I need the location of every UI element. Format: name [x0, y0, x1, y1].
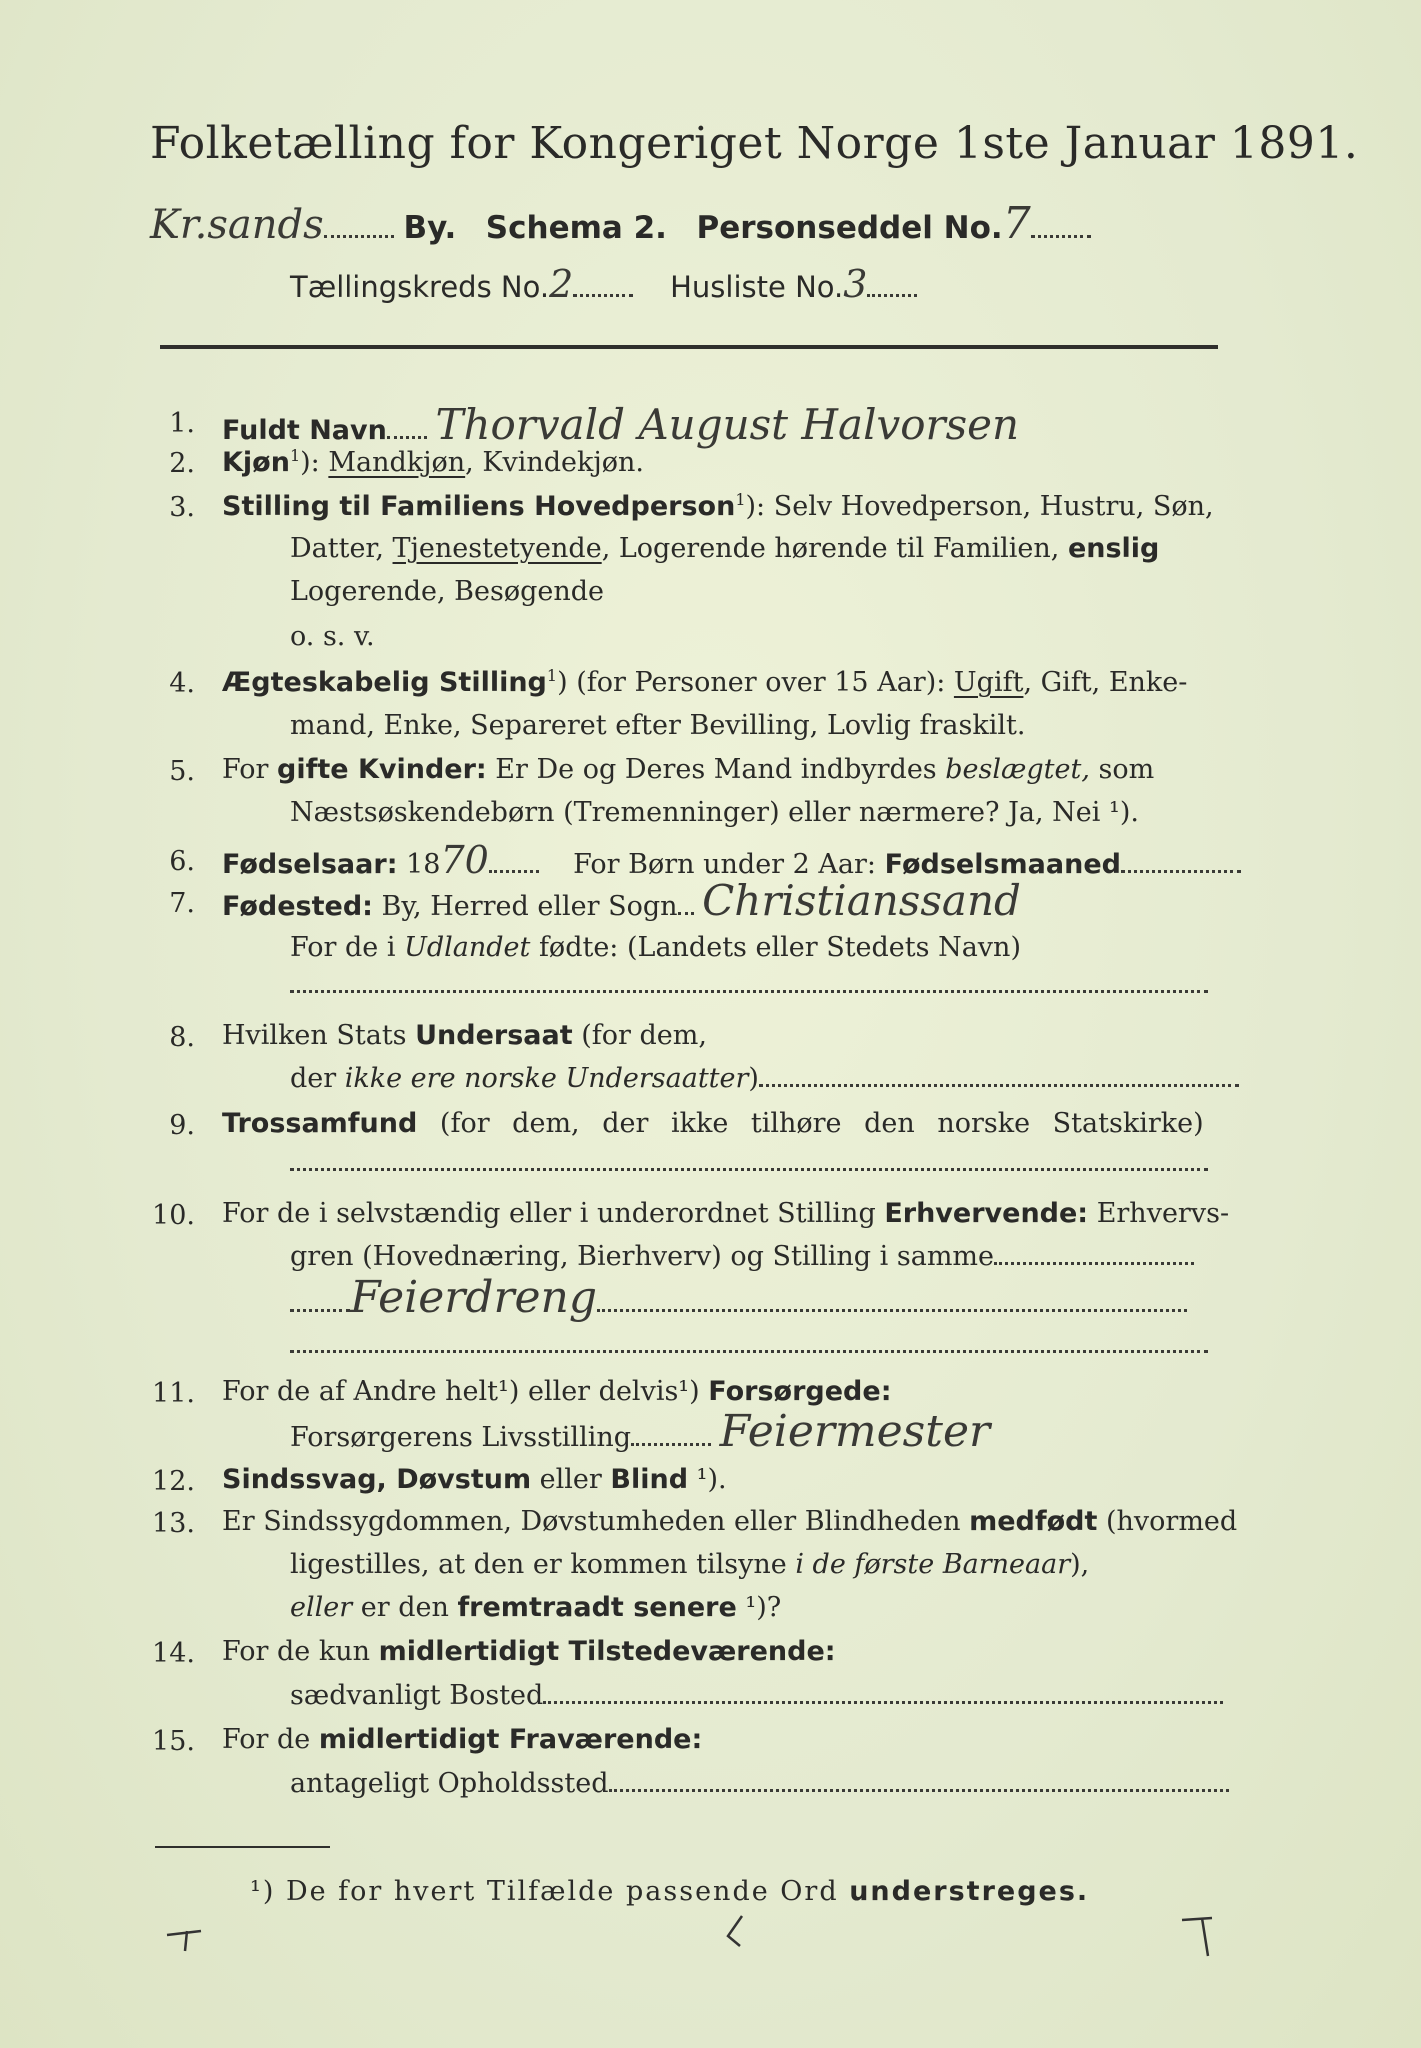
dotted-line [609, 1785, 1229, 1792]
family-position-options-2: , Logerende hørende til Familien, [601, 533, 1068, 564]
birth-month-label: Fødselsmaaned [884, 849, 1121, 880]
husliste-label: Husliste No. [670, 270, 844, 304]
abroad-prefix: For de i [290, 932, 405, 963]
married-women-som: som [1089, 754, 1155, 785]
field-14-line-1 [222, 1636, 836, 1667]
citizenship-prefix: Hvilken Stats [222, 1020, 416, 1051]
field-10-line-1 [222, 1198, 1229, 1229]
married-women-prefix: For [222, 754, 278, 785]
field-5-line-2: Næstsøskendebørn (Tremenninger) eller nærmere? Ja, Nei ¹). [290, 797, 1139, 828]
form-title: Folketælling for Kongeriget Norge 1ste Januar 1891. [150, 118, 1359, 169]
birth-year-value: 70 [440, 838, 489, 882]
field-11-number: 11. [152, 1378, 195, 1409]
temporary-absent-prefix: For de [222, 1724, 319, 1755]
disability-or: eller [531, 1464, 611, 1495]
provider-occupation-label: Forsørgerens Livsstilling [290, 1422, 632, 1453]
field-8-number: 8. [169, 1022, 195, 1053]
field-3-number: 3. [169, 492, 195, 523]
sex-colon: ): [300, 447, 329, 478]
dotted-line [543, 1697, 1223, 1704]
disability-label: Sindssvag, Døvstum [222, 1464, 532, 1495]
dotted-line [290, 1168, 1208, 1171]
married-women-label: gifte Kvinder: [277, 754, 487, 785]
occupation-prefix: For de i selvstændig eller i underordnet Stilling [222, 1198, 885, 1229]
footnote-emphasis: understreges. [849, 1876, 1090, 1907]
sex-option-male: Mandkjøn [328, 447, 466, 478]
field-4-line-2: mand, Enke, Separeret efter Bevilling, Lovlig fraskilt. [290, 710, 1026, 741]
married-women-related: beslægtet, [945, 754, 1090, 785]
field-10-value-line [290, 1272, 1187, 1323]
field-15-line-1 [222, 1724, 702, 1755]
field-11-line-2 [290, 1406, 990, 1457]
congenital-question: Er Sindssygdommen, Døvstumheden eller Blindheden [222, 1506, 970, 1537]
field-14-line-2 [290, 1680, 1223, 1711]
field-2-sex [222, 446, 644, 478]
dotted-line [1121, 866, 1241, 873]
birth-month-note: For Børn under 2 Aar: [573, 849, 885, 880]
footnote-text: De for hvert Tilfælde passende Ord [275, 1876, 850, 1907]
birthplace-label: Fødested: [222, 891, 373, 922]
footnote-ref: 1 [546, 666, 558, 685]
childhood-years: i de første Barneaar [795, 1549, 1071, 1580]
field-8-line-2 [290, 1063, 1239, 1094]
or-word: eller [290, 1592, 353, 1623]
marital-status-note: ) (for Personer over 15 Aar): [557, 667, 954, 698]
family-position-option-daughter: Datter, [290, 533, 393, 564]
sex-options-rest: , Kvindekjøn. [465, 447, 644, 478]
religion-label: Trossamfund [222, 1108, 418, 1139]
field-12-disability [222, 1464, 727, 1495]
dotted-line [324, 231, 394, 238]
family-position-options-1: ): Selv Hovedperson, Hustru, Søn, [745, 491, 1214, 522]
dotted-line [489, 866, 539, 873]
field-7-line-2 [290, 932, 1021, 963]
probable-residence-label: antageligt Opholdssted [290, 1768, 609, 1799]
abroad-note: fødte: (Landets eller Stedets Navn) [530, 932, 1021, 963]
registration-mark [165, 1925, 205, 1955]
footnote-mark: ¹) [250, 1876, 276, 1907]
field-5-line-1 [222, 754, 1154, 785]
husliste-number: 3 [843, 262, 868, 306]
full-name-value: Thorvald August Halvorsen [435, 400, 1020, 449]
field-5-number: 5. [169, 756, 195, 787]
birthplace-value: Christianssand [702, 876, 1021, 925]
personseddel-number: 7 [1002, 198, 1031, 249]
birth-year-label: Fødselsaar: [222, 849, 398, 880]
schema-label: Schema 2. [485, 210, 667, 246]
occupation-branch-note: gren (Hovednæring, Bierhverv) og Stilling i samme [290, 1241, 995, 1272]
field-13-number: 13. [152, 1508, 195, 1539]
congenital-line-2: ligestilles, at den er kommen tilsyne [290, 1549, 796, 1580]
usual-residence-label: sædvanligt Bosted [290, 1680, 544, 1711]
field-6-number: 6. [169, 846, 195, 877]
field-2-number: 2. [169, 448, 195, 479]
taellingskreds-line [290, 262, 917, 306]
field-1-number: 1. [169, 408, 195, 439]
family-position-label: Stilling til Familiens Hovedperson [222, 491, 736, 522]
birth-year-prefix: 18 [397, 849, 441, 880]
abroad-label: Udlandet [404, 932, 531, 963]
dotted-line [994, 1258, 1194, 1265]
registration-mark [1178, 1912, 1218, 1962]
registration-mark [720, 1912, 750, 1952]
field-3-line-1 [222, 490, 1214, 522]
field-8-line-1 [222, 1020, 707, 1051]
city-line [150, 198, 1091, 249]
marital-status-option-unmarried: Ugift [953, 667, 1024, 698]
temporary-present-label: midlertidigt Tilstedeværende: [378, 1636, 836, 1667]
citizenship-note: (for dem, [572, 1020, 707, 1051]
footnote-rule [155, 1846, 330, 1848]
occupation-note: Erhvervs- [1088, 1198, 1230, 1229]
family-position-option-single: enslig [1067, 533, 1160, 564]
field-10-number: 10. [152, 1200, 195, 1231]
field-9-number: 9. [169, 1110, 195, 1141]
marital-status-label: Ægteskabelig Stilling [222, 667, 547, 698]
dotted-line [290, 1350, 1208, 1353]
dotted-line [290, 1305, 350, 1312]
city-handwritten: Kr.sands [150, 202, 324, 248]
personseddel-label: Personseddel No. [696, 210, 1003, 246]
footnote-ref: 1 [289, 446, 301, 465]
later-prefix: er den [352, 1592, 458, 1623]
by-label: By. [403, 210, 457, 246]
field-15-line-2 [290, 1768, 1229, 1799]
marital-status-options-1: , Gift, Enke- [1023, 667, 1188, 698]
dotted-line [678, 908, 694, 915]
temporary-absent-label: midlertidigt Fraværende: [318, 1724, 703, 1755]
provider-occupation-value: Feiermester [719, 1406, 991, 1457]
birthplace-note: By, Herred eller Sogn [372, 891, 678, 922]
field-3-line-3: Logerende, Besøgende [290, 576, 604, 607]
appeared-later-note: ¹)? [736, 1592, 782, 1623]
temporary-present-prefix: For de kun [222, 1636, 379, 1667]
appeared-later-label: fremtraadt senere [457, 1592, 737, 1623]
non-citizen-prefix: der [290, 1063, 345, 1094]
dependents-prefix: For de af Andre helt¹) eller delvis¹) [222, 1376, 709, 1407]
field-3-line-2 [290, 533, 1159, 564]
full-name-label: Fuldt Navn [222, 415, 387, 446]
congenital-note: (hvormed [1097, 1506, 1238, 1537]
dotted-line [1031, 231, 1091, 238]
dotted-line [867, 290, 917, 297]
footnote [250, 1876, 1089, 1907]
field-14-number: 14. [152, 1638, 195, 1669]
field-13-line-2 [290, 1549, 1089, 1580]
taellingskreds-label: Tællingskreds No. [290, 270, 550, 304]
dotted-line [631, 1439, 711, 1446]
field-9-religion [222, 1108, 1204, 1139]
field-7-line-1 [222, 876, 1021, 925]
header-rule [160, 345, 1218, 349]
taellingskreds-number: 2 [549, 262, 574, 306]
dotted-line [387, 432, 427, 439]
field-11-line-1 [222, 1376, 892, 1407]
footnote-ref: 1 [735, 490, 746, 509]
dependents-label: Forsørgede: [708, 1376, 892, 1407]
dotted-line [759, 1080, 1239, 1087]
disability-note: ¹). [688, 1464, 727, 1495]
field-13-line-3 [290, 1592, 781, 1623]
citizenship-label: Undersaat [415, 1020, 573, 1051]
dotted-line [290, 990, 1208, 993]
family-position-option-servant: Tjenestetyende [392, 533, 602, 564]
occupation-label: Erhvervende: [884, 1198, 1089, 1229]
field-4-line-1 [222, 666, 1187, 698]
sex-label: Kjøn [222, 447, 290, 478]
field-1-full-name [222, 400, 1019, 449]
field-3-line-4: o. s. v. [290, 621, 375, 652]
congenital-line-2-end: ), [1070, 1549, 1090, 1580]
field-12-number: 12. [152, 1466, 195, 1497]
dotted-line [597, 1305, 1187, 1312]
occupation-value: Feierdreng [350, 1272, 598, 1323]
field-15-number: 15. [152, 1726, 195, 1757]
married-women-question: Er De og Deres Mand indbyrdes [486, 754, 946, 785]
congenital-label: medfødt [969, 1506, 1098, 1537]
dotted-line [573, 290, 633, 297]
religion-note: (for dem, der ikke tilhøre den norske Statskirke) [417, 1108, 1204, 1139]
non-citizen-label: ikke ere norske Undersaatter [344, 1063, 749, 1094]
field-4-number: 4. [169, 668, 195, 699]
field-10-line-2 [290, 1241, 1194, 1272]
field-13-line-1 [222, 1506, 1237, 1537]
blind-label: Blind [610, 1464, 689, 1495]
field-7-number: 7. [169, 888, 195, 919]
non-citizen-paren: ) [748, 1063, 759, 1094]
